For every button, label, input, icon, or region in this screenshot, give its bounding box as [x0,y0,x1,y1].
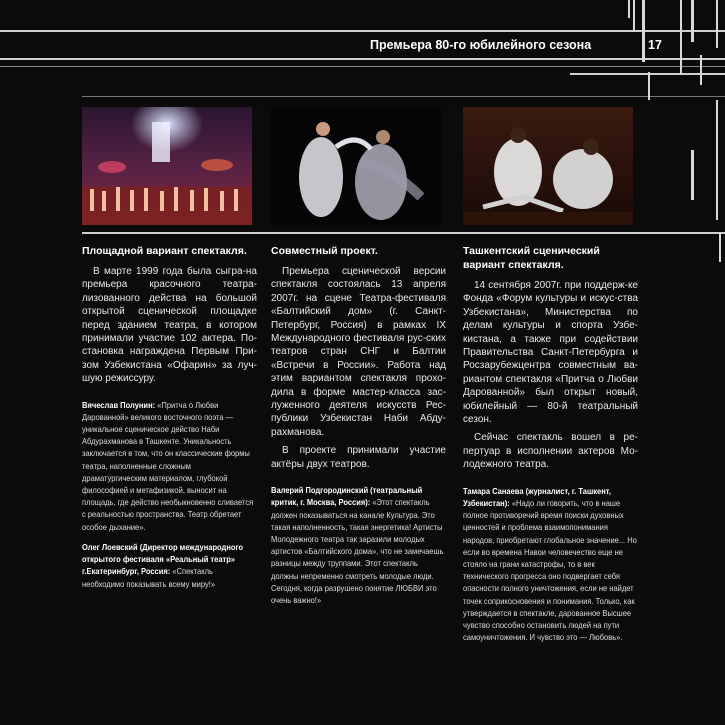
column-tashkent-version [463,244,638,644]
column-paragraph: 14 сентября 2007г. при поддерж-ке Фонда «Форум культуры и искус-ства Узбекистана», Министерства по делам культуры и спорта Узбе-кистана, а также при содействии Правительства Санкт-Петербурга и Росзарубежцентра совместным ва-риантом спектакля «Притча о Любви Дарованной» был открыт новый, юбилейный — 80-й театральный сезон. [463,280,638,426]
quote-text: «Надо ли говорить, что в наше полное противоречий время поиски духовных ценностей и проблема взаимопонимания народов, приобретают глобальное значение... Но если во времена Навои человечество еще не стояло на грани катастрофы, то в век технического прогресса оно подвергает себя опасности полного уничтожения, если не найдет точек соприкосновения и понимания. Только, как утверждается в спектакле, дарованное Высшее чувство способно остановить людей на пути самоуничтожения. И чувство это — Любовь». [463,498,637,643]
quote-author: Вячеслав Полунин: [82,400,156,410]
column-title: Площадной вариант спектакля. [82,245,247,257]
photo-actors-on-stage [463,107,633,225]
column-joint-project [271,244,446,607]
header-rule-thin [0,66,725,67]
column-paragraph: Премьера сценической версии спектакля состоялась 13 апреля 2007г. на сцене Театра-фестиваля «Балтийский дом» (г. Санкт-Петербург, Россия) в рамках IX Международного фестиваля рус-ских театров стран СНГ и Балтии «Встречи в России». Работа над этим вариантом спектакля прохо-дила в форме мастер-класса зас-луженного деятеля искусств Рес-публики Узбекистан Наби Абду-рахманова. [271,266,446,438]
review-quote [271,485,446,607]
decor-bar [691,0,694,42]
quote-text: «Этот спектакль должен показываться на канале Культура. Это такая наполненность, такая энергетика! Артисты Молодежного театра так заразили молодых артистов «Балтийского дома», что не замечаешь разницы между труппами. Этот спектакль должны непременно смотреть молодые люди. Сегодня, когда разрушено понятие ЛЮБВИ это очень важно!» [271,498,444,605]
stage-crowd-photo-icon [82,107,252,225]
decor-bar [628,0,630,18]
page-number: 17 [648,38,662,52]
page-header-title: Премьера 80-го юбилейного сезона [370,38,592,52]
decor-bar [642,0,645,62]
column-title: Ташкентский сценический вариант спектакля. [463,245,600,271]
decor-bar [633,0,635,30]
column-paragraph: В марте 1999 года была сыгра-на премьера красочного театра-лизованного действа на большой открытой сценической площадке перед зданием театра, в котором принимали участие 102 актера. По-становка награждена Первым При-зом Узбекистана «Офарин» за луч-шую режиссуру. [82,266,257,385]
review-quote [463,486,638,645]
quote-text: «Притча о Любви Дарованной» великого восточного поэта — уникальное сценическое действо Наби Абдурахманова в Ташкенте. Уникальность заключается в том, что он классические формы театра, наполненные сложным драматургическим материалом, глубокой философией и метафизикой, выносит на площадь, где действо необыкновенно сливается с реальностью пространства. Театр обретает особое дыхание». [82,400,254,532]
quote-author: Валерий Подгородинский (театральный критик, г. Москва, Россия): [271,486,423,508]
photo-stage-crowd [82,107,252,225]
decor-bar [700,55,702,85]
header-rule-bottom [0,58,725,60]
decor-bar [719,232,721,262]
photo-rule-top [82,96,725,97]
photo-rule-bottom [82,232,725,234]
photo-two-dancers [271,107,441,225]
decor-bar [680,0,682,75]
column-paragraph: Сейчас спектакль вошел в ре-пертуар в исполнении актеров Мо-лодежного театра. [463,432,638,471]
quote-author: Олег Лоевский (Директор международного открытого фестиваля «Реальный театр» г.Екатеринбург, Россия: [82,542,244,577]
column-street-version [82,244,257,591]
decor-bar [716,100,718,220]
actors-on-stage-photo-icon [463,107,633,225]
decor-bar [691,150,694,200]
column-title: Совместный проект. [271,245,378,257]
review-quote [82,542,257,591]
decor-bar [648,72,650,100]
decor-bar [716,0,718,48]
quote-author: Тамара Санаева (журналист, г. Ташкент, Узбекистан): [463,486,611,508]
review-quote [82,400,257,534]
column-paragraph: В проекте принимали участие актёры двух театров. [271,445,446,470]
quote-text: «Спектакль необходимо показывать всему миру!» [82,567,216,589]
two-dancers-photo-icon [271,107,441,225]
header-rule-top [0,30,725,32]
